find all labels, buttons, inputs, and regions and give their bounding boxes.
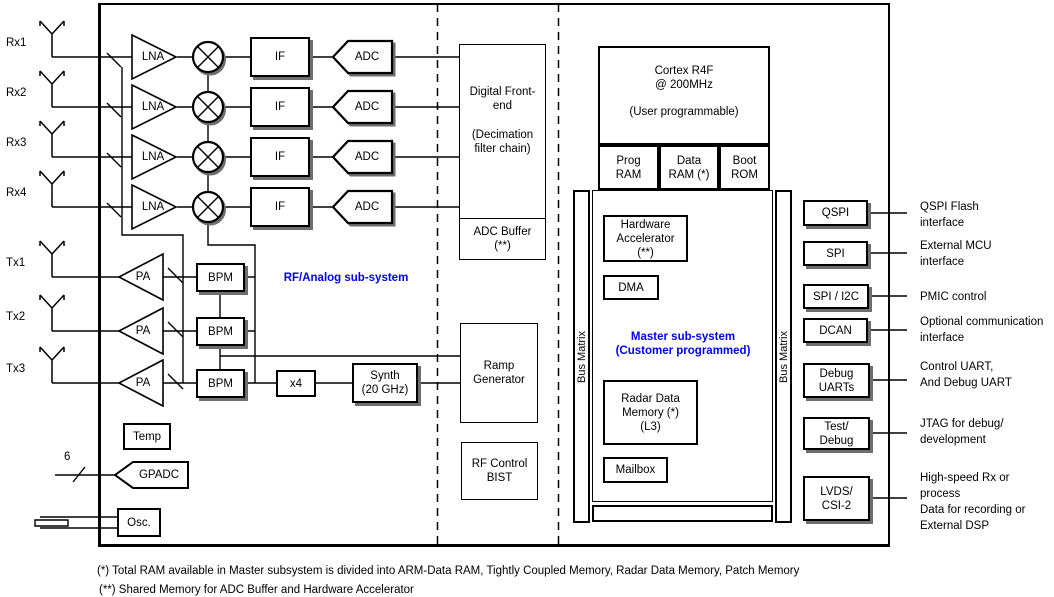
tx2-label: Tx2 — [6, 311, 26, 323]
footnote-shared-memory: (**) Shared Memory for ADC Buffer and Hardware Accelerator — [99, 584, 414, 596]
adc-label: ADC — [354, 101, 380, 113]
prog-ram-block: Prog RAM — [598, 145, 659, 190]
lna-label: LNA — [141, 51, 165, 63]
rx2-label: Rx2 — [6, 87, 27, 99]
pa-label: PA — [135, 271, 151, 283]
ramp-generator-block: Ramp Generator — [460, 323, 538, 423]
digital-front-end-block: Digital Front- end (Decimation filter chain) — [459, 44, 546, 220]
lna-label: LNA — [141, 151, 165, 163]
gpadc-label: GPADC — [138, 468, 180, 481]
lvds-csi2-annotation: High-speed Rx or process Data for recording or External DSP — [920, 472, 1026, 532]
rf-control-bist-block: RF Control BIST — [461, 442, 538, 500]
tx3-label: Tx3 — [6, 363, 26, 375]
qspi-block: QSPI — [803, 200, 868, 226]
mailbox-block: Mailbox — [603, 457, 668, 483]
lvds-csi2-block: LVDS/ CSI-2 — [803, 476, 870, 521]
bus-matrix-bottom — [592, 505, 773, 522]
rx1-label: Rx1 — [6, 37, 27, 49]
cortex-r4f-block: Cortex R4F @ 200MHz (User programmable) — [598, 46, 770, 145]
qspi-annotation: QSPI Flash interface — [920, 201, 979, 229]
dma-block: DMA — [603, 275, 659, 300]
debug-uarts-annotation: Control UART, And Debug UART — [920, 361, 1012, 389]
footnote-total-ram: (*) Total RAM available in Master subsystem is divided into ARM-Data RAM, Tightly Coupled Memory, Radar Data Memory, Patch Memory — [97, 565, 800, 577]
tx1-label: Tx1 — [6, 257, 26, 269]
boot-rom-block: Boot ROM — [719, 145, 770, 190]
synth-block: Synth (20 GHz) — [352, 363, 418, 403]
data-ram-block: Data RAM (*) — [659, 145, 719, 190]
rf-analog-subsystem-label: RF/Analog sub-system — [283, 272, 409, 284]
temp-sensor-block: Temp — [123, 423, 171, 450]
rx4-label: Rx4 — [6, 187, 27, 199]
adc-label: ADC — [354, 51, 380, 63]
lna-label: LNA — [141, 101, 165, 113]
if-block: IF — [250, 137, 310, 177]
dcan-annotation: Optional communication interface — [920, 316, 1044, 344]
if-block: IF — [250, 87, 310, 127]
test-debug-block: Test/ Debug — [803, 417, 870, 450]
bus-matrix-right: Bus Matrix — [775, 190, 792, 523]
dcan-block: DCAN — [803, 318, 868, 343]
spi-block: SPI — [803, 241, 868, 266]
gpadc-bus-width-label: 6 — [64, 451, 71, 463]
if-block: IF — [250, 37, 310, 77]
spi-i2c-block: SPI / I2C — [803, 284, 869, 309]
master-subsystem-label: Master sub-system (Customer programmed) — [615, 331, 751, 357]
adc-label: ADC — [354, 201, 380, 213]
bpm-block: BPM — [196, 263, 245, 292]
spi-annotation: External MCU interface — [920, 240, 992, 268]
spi-i2c-annotation: PMIC control — [920, 291, 987, 303]
adc-buffer-block: ADC Buffer (**) — [459, 218, 546, 260]
bus-matrix-left: Bus Matrix — [573, 190, 590, 523]
radar-data-memory-block: Radar Data Memory (*) (L3) — [603, 380, 698, 445]
pa-label: PA — [135, 325, 151, 337]
x4-multiplier-block: x4 — [276, 370, 316, 397]
oscillator-block: Osc. — [117, 508, 161, 537]
adc-label: ADC — [354, 151, 380, 163]
antenna-icons — [40, 21, 64, 383]
lna-label: LNA — [141, 201, 165, 213]
if-block: IF — [250, 187, 310, 227]
debug-uarts-block: Debug UARTs — [803, 363, 870, 398]
hardware-accelerator-block: Hardware Accelerator (**) — [603, 215, 688, 262]
rx3-label: Rx3 — [6, 137, 27, 149]
test-debug-annotation: JTAG for debug/ development — [920, 418, 1004, 446]
bpm-block: BPM — [196, 317, 245, 346]
pa-label: PA — [135, 377, 151, 389]
bpm-block: BPM — [196, 369, 245, 398]
